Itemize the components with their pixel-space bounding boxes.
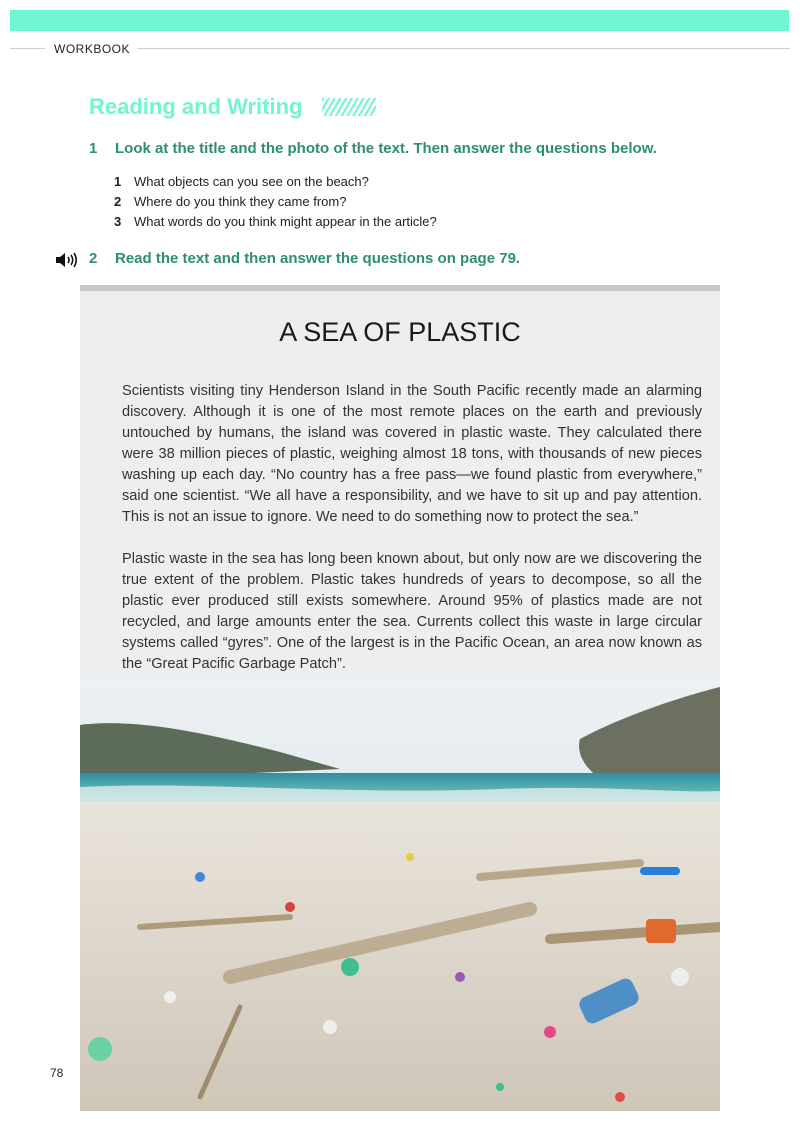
task-2-instruction	[89, 250, 520, 267]
header-rule	[137, 48, 790, 49]
header-rule	[10, 48, 45, 49]
list-item	[114, 172, 437, 192]
question-text: Where do you think they came from?	[134, 194, 347, 209]
speaker-icon[interactable]	[55, 251, 77, 269]
running-header: WORKBOOK	[54, 42, 131, 56]
task-1-instruction	[89, 140, 657, 157]
page-number: 78	[50, 1066, 64, 1080]
top-accent-band	[10, 10, 789, 31]
question-number: 2	[114, 194, 122, 209]
article-paragraph: Scientists visiting tiny Henderson Island in the South Pacific recently made an alarming discovery. Although it is one of the most remote places on the earth and previously untouched by humans, the island was covered in plastic waste. They calculated there were 38 million pieces of plastic, weighing almost 18 tons, with thousands of new pieces washing up each day. “No country has a free pass—we found plastic from everywhere,” said one scientist. “We all have a responsibility, and we have to sit up and pay attention. This is not an issue to ignore. We need to do something now to protect the sea.”	[122, 383, 702, 525]
question-number: 1	[114, 174, 122, 189]
article-title: A SEA OF PLASTIC	[279, 317, 521, 347]
section-title: Reading and Writing	[89, 94, 303, 119]
task-number: 1	[89, 140, 98, 157]
list-item	[114, 212, 437, 232]
task-text: Look at the title and the photo of the text. Then answer the questions below.	[115, 140, 657, 157]
title-hatch-decoration	[322, 98, 376, 116]
article-paragraph: Plastic waste in the sea has long been known about, but only now are we discovering the true extent of the problem. Plastic takes hundreds of years to decompose, so all the plastic ever produced still exists somewhere. Around 95% of plastics made are not recycled, and large amounts enter the sea. Currents collect this waste in large circular systems called “gyres”. One of the largest is in the Pacific Ocean, an area now known as the “Great Pacific Garbage Patch”.	[122, 551, 702, 672]
question-text: What words do you think might appear in the article?	[134, 214, 437, 229]
list-item	[114, 192, 437, 212]
task-text: Read the text and then answer the questions on page 79.	[115, 250, 521, 267]
task-number: 2	[89, 250, 98, 267]
article-top-bar	[80, 285, 720, 291]
question-list	[114, 172, 437, 232]
article-panel	[80, 285, 720, 1111]
question-number: 3	[114, 214, 122, 229]
beach-plastic-photo	[80, 677, 720, 1111]
question-text: What objects can you see on the beach?	[134, 174, 369, 189]
